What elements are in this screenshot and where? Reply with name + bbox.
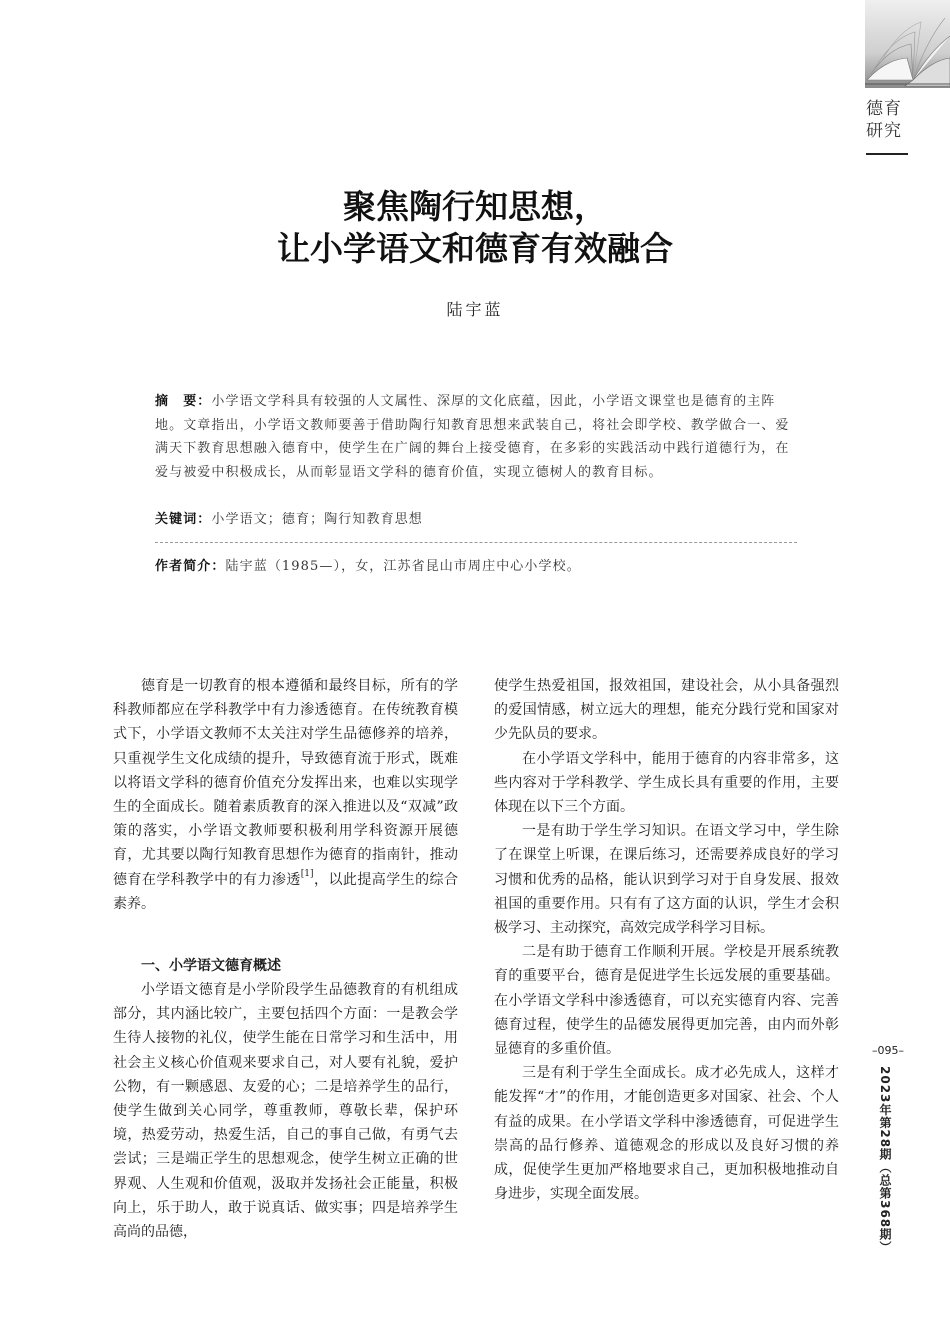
bio-text: 陆宇蓝（1985—），女，江苏省昆山市周庄中心小学校。 — [225, 559, 581, 574]
page-number: –095– — [872, 1044, 904, 1057]
section-heading-1: 一、小学语文德育概述 — [141, 958, 281, 975]
issue-info: 2023年第28期（总第368期） — [878, 1066, 892, 1255]
section-tag-line1: 德育 — [866, 99, 902, 119]
bio-label: 作者简介： — [155, 559, 226, 574]
abstract — [155, 390, 797, 484]
paragraph-2: 在小学语文学科中，能用于德育的内容非常多，这些内容对于学科教学、学生成长具有重要的作用，主要体现在以下三个方面。 — [494, 750, 839, 816]
paragraph-1-continued: 使学生热爱祖国，报效祖国，建设社会，从小具备强烈的爱国情感，树立远大的理想，能充分践行党和国家对少先队员的要求。 — [494, 678, 839, 743]
section-rule — [866, 153, 908, 155]
paragraph-5: 三是有利于学生全面成长。成才必先成人，这样才能发挥“才”的作用，才能创造更多对国家、社会、个人有益的成果。在小学语文学科中渗透德育，可促进学生崇高的品行修养、道德观念的形成以及良好习惯的养成，促使学生更加严格地要求自己，更加积极地推动自身进步，实现全面发展。 — [494, 1065, 839, 1203]
section-tag — [866, 98, 908, 142]
paragraph-3: 一是有助于学生学习知识。在语文学习中，学生除了在课堂上听课，在课后练习，还需要养成良好的学习习惯和优秀的品格，能认识到学习对于自身发展、报效祖国的重要作用。只有有了这方面的认识，学生才会积极学习、主动探究，高效完成学科学习目标。 — [494, 823, 839, 937]
open-book-image — [865, 0, 950, 88]
title-line-2: 让小学语文和德育有效融合 — [277, 229, 673, 268]
abstract-label: 摘 要： — [155, 394, 212, 409]
keywords — [155, 509, 797, 531]
keywords-label: 关键词： — [155, 512, 212, 527]
author-bio — [155, 556, 797, 578]
title-line-1: 聚焦陶行知思想， — [343, 187, 607, 226]
body-column-left — [113, 674, 458, 1244]
reference-1: [1] — [300, 868, 314, 879]
paragraph-4: 二是有助于德育工作顺利开展。学校是开展系统教育的重要平台，德育是促进学生长远发展的重要基础。在小学语文学科中渗透德育，可以充实德育内容、完善德育过程，使学生的品德发展得更加完善，由内而外彰显德育的多重价值。 — [494, 944, 839, 1058]
abstract-text: 小学语文学科具有较强的人文属性、深厚的文化底蕴，因此，小学语文课堂也是德育的主阵地。文章指出，小学语文教师要善于借助陶行知教育思想来武装自己，将社会即学校、教学做合一、爱满天下教育思想融入德育中，使学生在广阔的舞台上接受德育，在多彩的实践活动中践行道德行为，在爱与被爱中积极成长，从而彰显语文学科的德育价值，实现立德树人的教育目标。 — [155, 394, 790, 480]
dashed-divider — [155, 542, 797, 543]
intro-paragraph: 德育是一切教育的根本遵循和最终目标，所有的学科教师都应在学科教学中有力渗透德育。在传统教育模式下，小学语文教师不太关注对学生品德修养的培养，只重视学生文化成绩的提升，导致德育流于形式，既难以将语文学科的德育价值充分发挥出来，也难以实现学生的全面成长。随着素质教育的深入推进以及“双减”政策的落实，小学语文教师要积极利用学科资源开展德育，尤其要以陶行知教育思想作为德育的指南针，推动德育在学科教学中的有力渗透[1]，以此提高学生的综合素养。 — [113, 678, 459, 912]
paragraph-1: 小学语文德育是小学阶段学生品德教育的有机组成部分，其内涵比较广，主要包括四个方面：一是教会学生待人接物的礼仪，使学生能在日常学习和生活中，用社会主义核心价值观来要求自己，对人要有礼貌，爱护公物，有一颗感恩、友爱的心；二是培养学生的品行，使学生做到关心同学，尊重教师，尊敬长辈，保护环境，热爱劳动，热爱生活，自己的事自己做，有勇气去尝试；三是端正学生的思想观念，使学生树立正确的世界观、人生观和价值观，汲取并发扬社会正能量，积极向上，乐于助人，敢于说真话、做实事；四是培养学生高尚的品德， — [113, 982, 458, 1241]
body-column-right — [494, 674, 839, 1206]
author-name: 陆宇蓝 — [446, 300, 504, 319]
keywords-text: 小学语文；德育；陶行知教育思想 — [211, 512, 423, 527]
article-title — [0, 186, 950, 270]
section-tag-line2: 研究 — [866, 121, 902, 141]
